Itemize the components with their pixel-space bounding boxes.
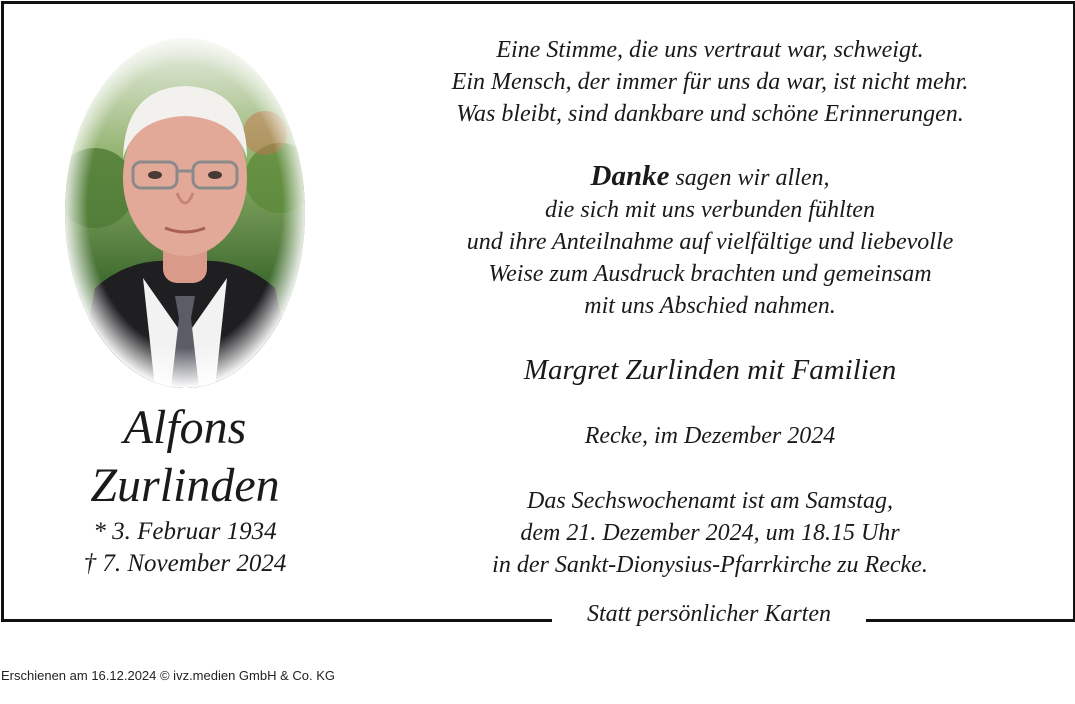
place-date: Recke, im Dezember 2024 [584,423,836,449]
thanks-line: Weise zum Ausdruck brachten und gemeinsam [488,261,932,287]
service-line: Das Sechswochenamt ist am Samstag, [527,488,893,514]
thanks-line: mit uns Abschied nahmen. [584,293,836,319]
deceased-first-name: Alfons [123,401,247,454]
thanks-paragraph [400,160,1020,322]
life-dates [30,516,340,580]
deceased-last-name: Zurlinden [90,459,280,512]
memorial-verse [400,34,1020,130]
thanks-line: die sich mit uns verbunden fühlten [545,197,875,223]
birth-date: * 3. Februar 1934 [93,518,277,545]
verse-line: Was bleibt, sind dankbare und schöne Erinnerungen. [456,101,964,127]
thanks-bold-word: Danke [590,160,670,192]
verse-line: Ein Mensch, der immer für uns da war, ist nicht mehr. [451,69,969,95]
verse-line: Eine Stimme, die uns vertraut war, schweigt. [496,37,924,63]
death-date: † 7. November 2024 [83,550,287,577]
family-signature: Margret Zurlinden mit Familien [523,354,897,386]
publication-credit: Erschienen am 16.12.2024 © ivz.medien GmbH & Co. KG [1,668,336,683]
service-line: dem 21. Dezember 2024, um 18.15 Uhr [520,520,900,546]
thanks-first-line-rest: sagen wir allen, [669,165,830,191]
portrait-photo [65,38,305,388]
thanks-first-line [400,160,1020,194]
service-line: in der Sankt-Dionysius-Pfarrkirche zu Recke. [492,552,928,578]
thanks-line: und ihre Anteilnahme auf vielfältige und liebevolle [466,229,954,255]
footer-note: Statt persönlicher Karten [587,601,831,627]
service-info [400,485,1020,581]
